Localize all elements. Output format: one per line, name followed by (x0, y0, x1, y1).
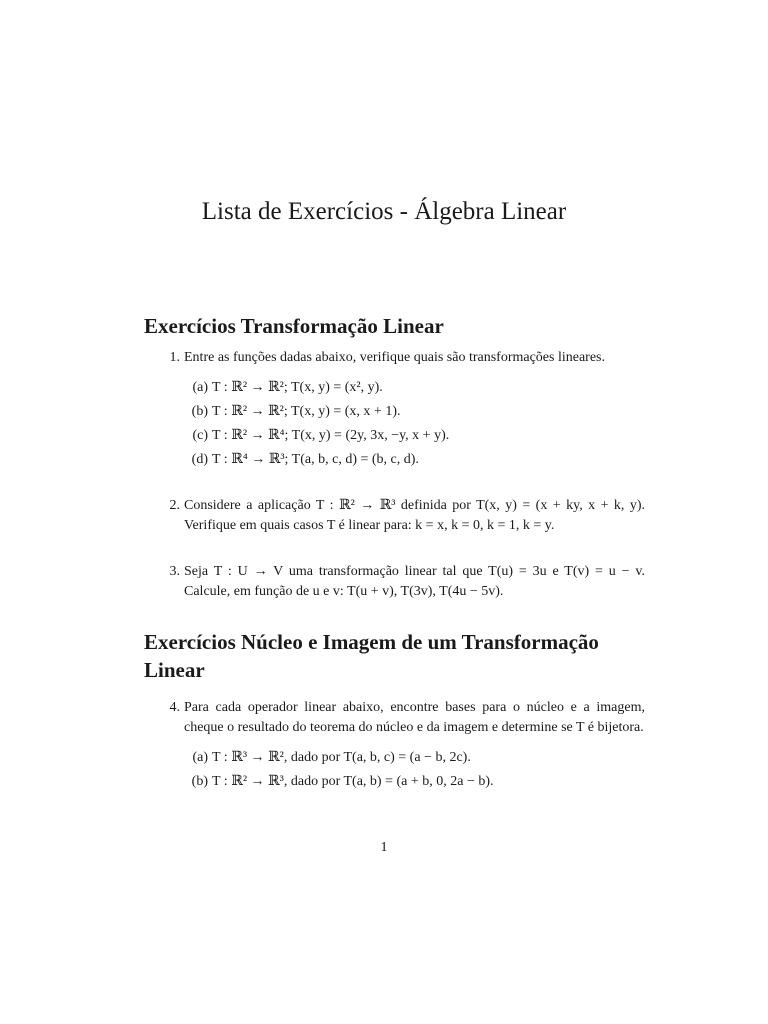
exercise-1 (160, 348, 645, 472)
subitem-text: T : ℝ² → ℝ⁴; T(x, y) = (2y, 3x, −y, x + y). (212, 428, 450, 443)
subitem-a (184, 376, 645, 400)
subitem-text: T : ℝ² → ℝ³, dado por T(a, b) = (a + b, 0, 2a − b). (212, 774, 494, 789)
exercise-4 (160, 698, 645, 794)
exercise-text: Entre as funções dadas abaixo, verifique quais são transformações lineares. (184, 350, 606, 365)
exercise-number: 2. (169, 498, 180, 513)
subitem-text: T : ℝ³ → ℝ², dado por T(a, b, c) = (a − b, 2c). (212, 750, 471, 765)
exercise-number: 4. (169, 700, 180, 715)
exercise-text: Seja T : U → V uma transformação linear tal que T(u) = 3u e T(v) = u − v. Calcule, em função de u e v: T(u + v), T(3v), T(4u − 5v). (184, 564, 645, 599)
subitem-text: T : ℝ² → ℝ²; T(x, y) = (x, x + 1). (212, 404, 401, 419)
subitem-c (184, 424, 645, 448)
subitem-label: (b) (191, 404, 208, 419)
document-title: Lista de Exercícios - Álgebra Linear (201, 198, 567, 225)
exercise-3 (160, 562, 645, 602)
subitem-text: T : ℝ² → ℝ²; T(x, y) = (x², y). (212, 380, 383, 395)
subitem-label: (a) (192, 750, 208, 765)
subitem-b (184, 770, 645, 794)
subitem-a (184, 746, 645, 770)
exercise-number: 3. (169, 564, 180, 579)
subitem-text: T : ℝ⁴ → ℝ³; T(a, b, c, d) = (b, c, d). (212, 452, 419, 467)
page-number: 1 (380, 840, 388, 855)
subitem-label: (b) (191, 774, 208, 789)
subitem-b (184, 400, 645, 424)
exercise-2 (160, 496, 645, 536)
section-heading-nucleo-imagem: Exercícios Núcleo e Imagem de um Transformação Linear (144, 630, 599, 682)
section-heading-transformacao-linear: Exercícios Transformação Linear (144, 314, 444, 338)
exercise-text: Para cada operador linear abaixo, encontre bases para o núcleo e a imagem, cheque o resultado do teorema do núcleo e da imagem e determine se T é bijetora. (184, 700, 645, 735)
subitem-list (184, 376, 645, 472)
subitem-list (184, 746, 645, 794)
subitem-d (184, 448, 645, 472)
exercise-text: Considere a aplicação T : ℝ² → ℝ³ definida por T(x, y) = (x + ky, x + k, y). Verifique em quais casos T é linear para: k = x, k = 0, k = 1, k = y. (184, 498, 645, 533)
subitem-label: (d) (191, 452, 208, 467)
exercise-number: 1. (169, 350, 180, 365)
subitem-label: (c) (192, 428, 208, 443)
subitem-label: (a) (192, 380, 208, 395)
